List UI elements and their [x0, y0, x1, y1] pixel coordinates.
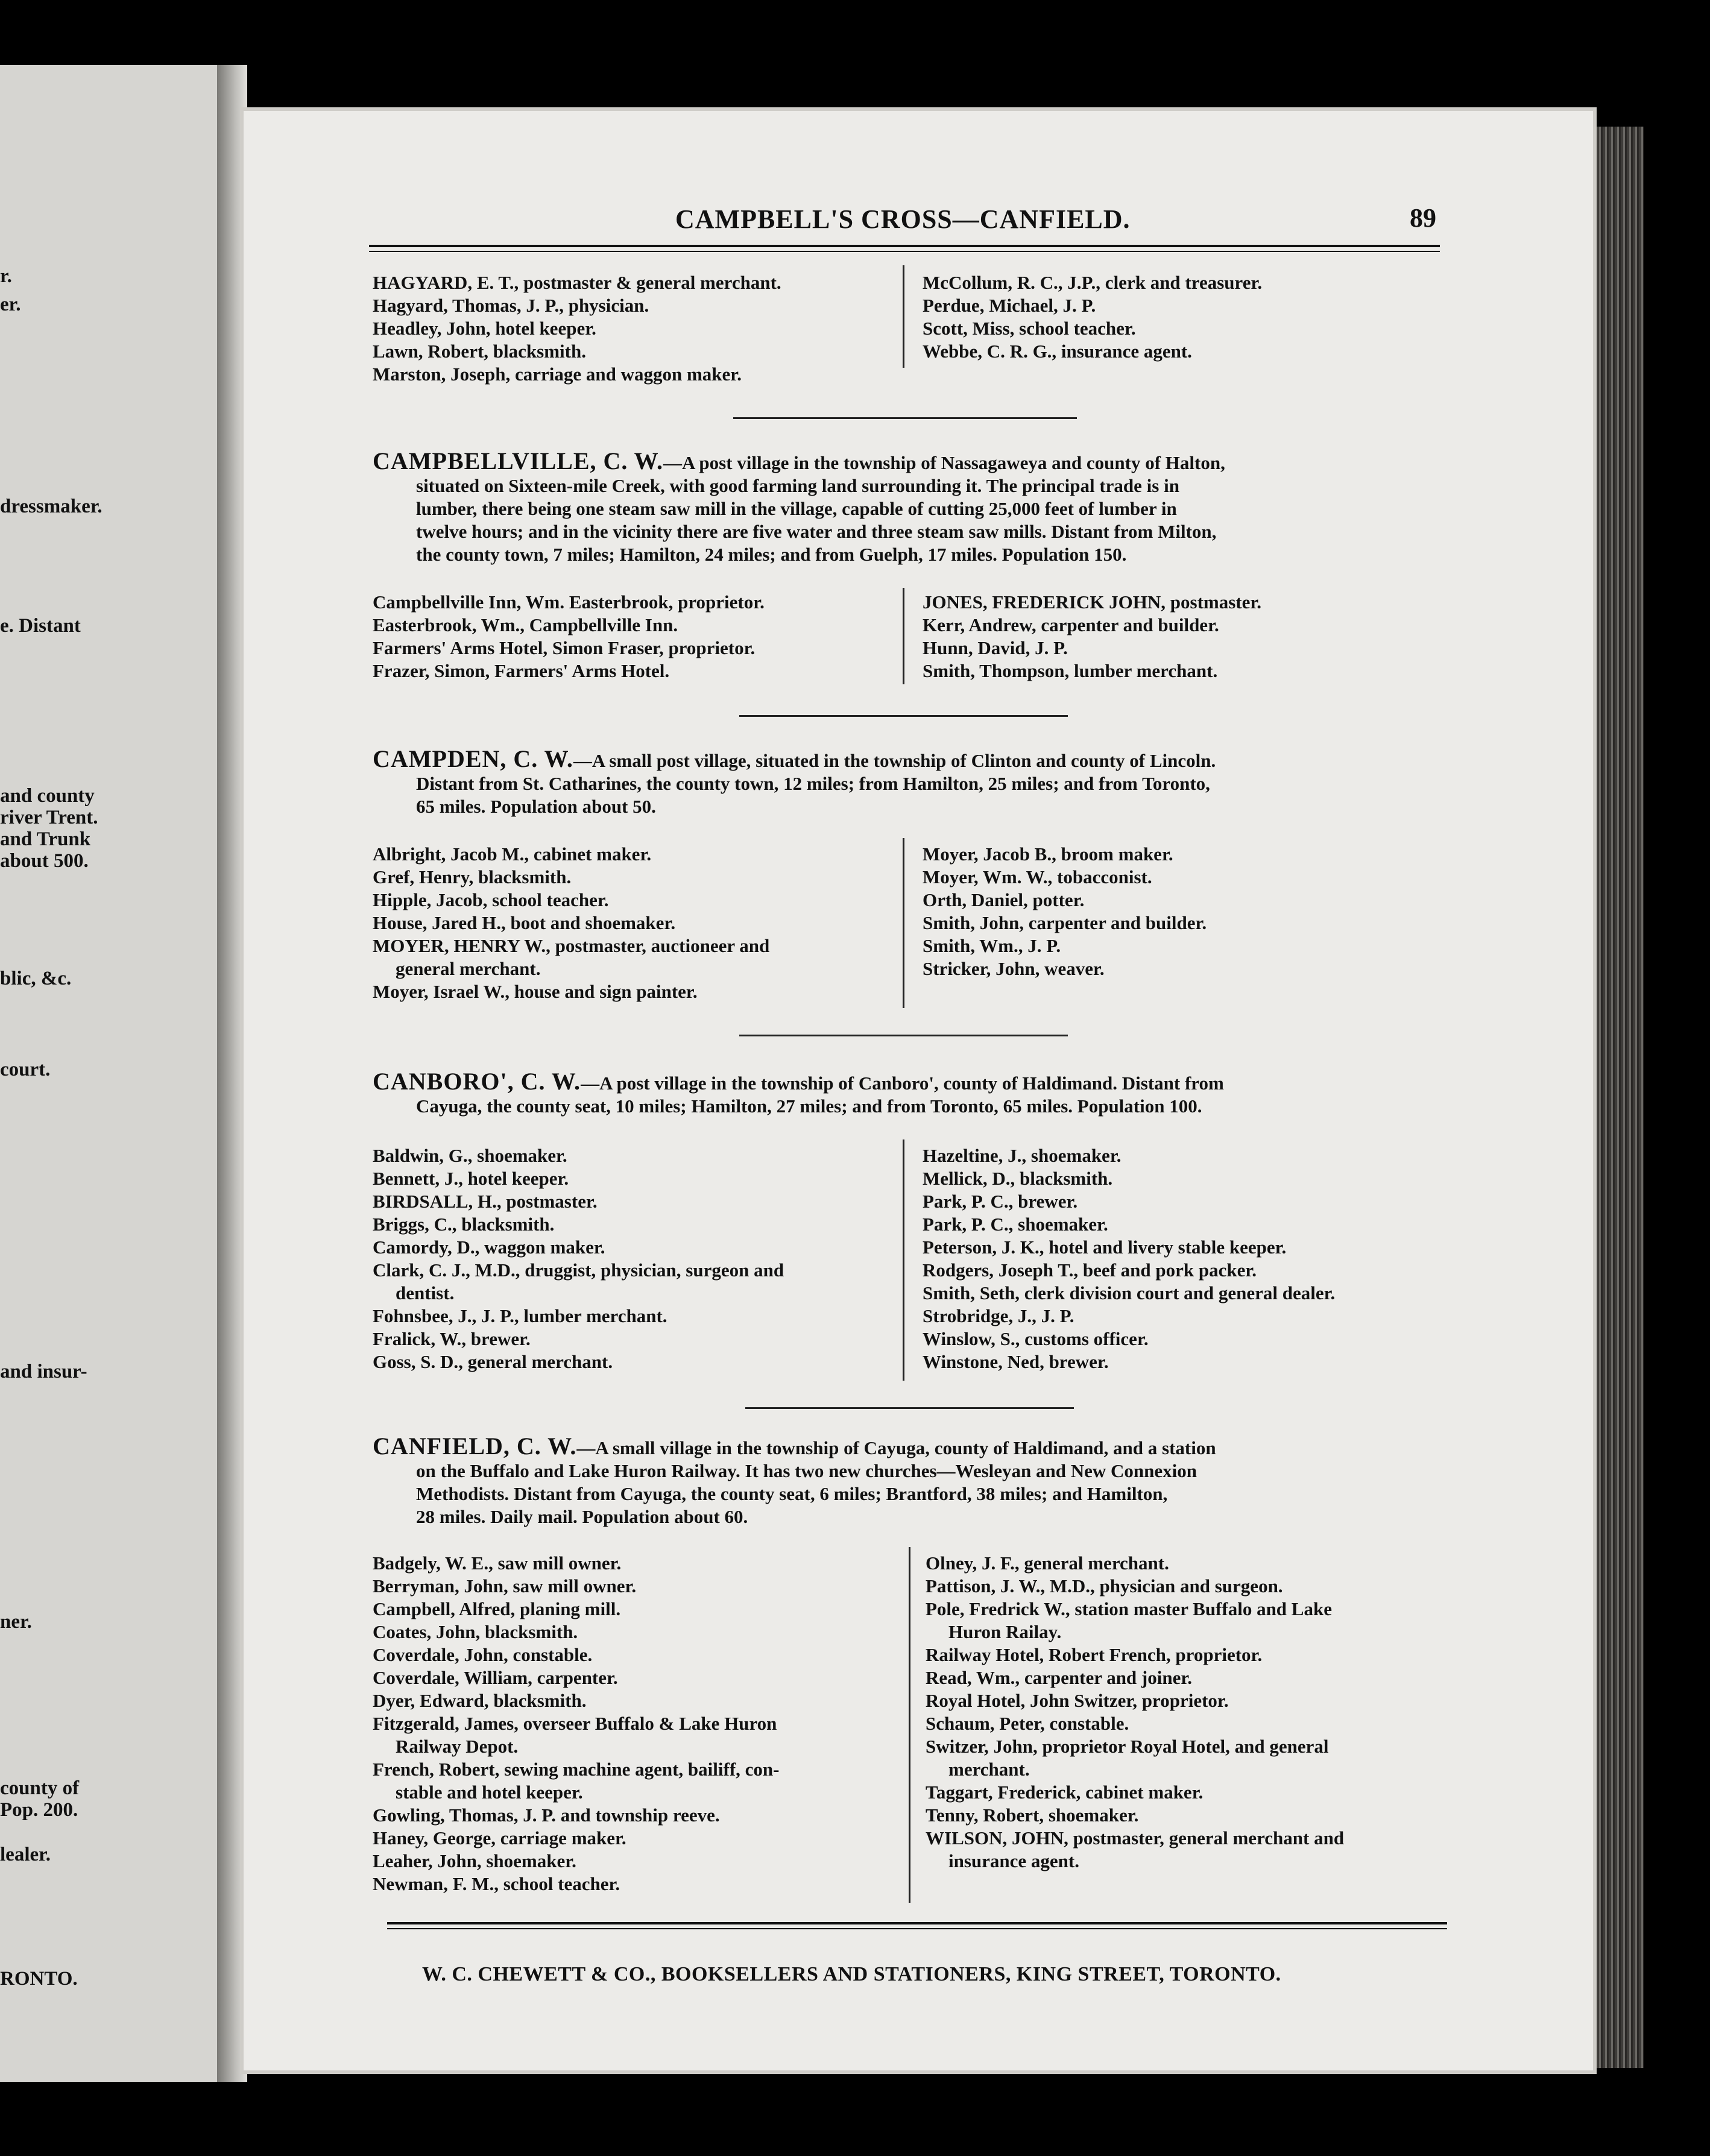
- listing-entry: Tenny, Robert, shoemaker.: [926, 1805, 1139, 1826]
- listing-entry-continuation: dentist.: [396, 1282, 455, 1303]
- listing-entry: Marston, Joseph, carriage and waggon maker.: [373, 364, 742, 385]
- description-line: —A small village in the township of Cayuga, county of Haldimand, and a station: [576, 1437, 1216, 1458]
- section-separator: [739, 1035, 1068, 1036]
- listing-entry: Smith, Thompson, lumber merchant.: [923, 660, 1218, 681]
- column-divider: [903, 588, 904, 684]
- listing-entry: Railway Hotel, Robert French, proprietor.: [926, 1644, 1263, 1665]
- listing-entry: WILSON, JOHN, postmaster, general merchant and: [926, 1827, 1345, 1849]
- listing-entry: Headley, John, hotel keeper.: [373, 318, 596, 339]
- facing-page-fragment: county of: [0, 1777, 80, 1799]
- place-heading: CAMPBELLVILLE, C. W.: [373, 447, 663, 474]
- place-heading: CANFIELD, C. W.: [373, 1433, 577, 1460]
- listing-entry: Stricker, John, weaver.: [923, 958, 1105, 979]
- canfield-listings-left: [373, 1552, 779, 1896]
- listing-entry: French, Robert, sewing machine agent, bailiff, con-: [373, 1759, 780, 1780]
- listing-entry: Royal Hotel, John Switzer, proprietor.: [926, 1690, 1229, 1711]
- listing-entry: Newman, F. M., school teacher.: [373, 1873, 620, 1894]
- listing-entry-continuation: Railway Depot.: [396, 1736, 519, 1757]
- description-line: 28 miles. Daily mail. Population about 60.: [416, 1506, 748, 1527]
- listing-entry: Clark, C. J., M.D., druggist, physician, surgeon and: [373, 1259, 784, 1281]
- facing-page-fragment: and insur-: [0, 1361, 87, 1382]
- listing-entry: Pole, Fredrick W., station master Buffalo and Lake: [926, 1598, 1332, 1619]
- description-line: situated on Sixteen-mile Creek, with good farming land surrounding it. The principal trade is in: [416, 475, 1179, 496]
- listing-entry: HAGYARD, E. T., postmaster & general merchant.: [373, 272, 781, 293]
- listing-entry: Gref, Henry, blacksmith.: [373, 866, 572, 887]
- listing-entry: Kerr, Andrew, carpenter and builder.: [923, 614, 1219, 635]
- listing-entry: BIRDSALL, H., postmaster.: [373, 1191, 598, 1212]
- listing-entry: Fohnsbee, J., J. P., lumber merchant.: [373, 1305, 667, 1326]
- column-divider: [903, 265, 904, 368]
- description-line: Distant from St. Catharines, the county town, 12 miles; from Hamilton, 25 miles; and from Toronto,: [416, 773, 1210, 794]
- facing-page-fragment: river Trent.: [0, 807, 98, 828]
- facing-page-fragment: and county: [0, 785, 95, 807]
- listing-entry: Park, P. C., shoemaker.: [923, 1214, 1108, 1235]
- listing-entry-continuation: stable and hotel keeper.: [396, 1782, 583, 1803]
- header-rule: [369, 245, 1440, 247]
- canfield-listings-right: [926, 1552, 1344, 1873]
- column-divider: [909, 1547, 910, 1903]
- campden-listings-right: [923, 843, 1207, 980]
- footer-rule: [387, 1922, 1447, 1924]
- campbellville-listings-right: [923, 591, 1261, 682]
- facing-page-fragment: ner.: [0, 1611, 32, 1633]
- campden-listings-left: [373, 843, 769, 1003]
- section-campden-description: [373, 745, 1452, 818]
- listing-entry: Albright, Jacob M., cabinet maker.: [373, 843, 652, 865]
- listing-entry: Schaum, Peter, constable.: [926, 1713, 1129, 1734]
- listing-entry: Hagyard, Thomas, J. P., physician.: [373, 295, 649, 316]
- listing-entry: Olney, J. F., general merchant.: [926, 1552, 1169, 1574]
- listing-entry: Strobridge, J., J. P.: [923, 1305, 1074, 1326]
- listing-entry: Switzer, John, proprietor Royal Hotel, and general: [926, 1736, 1329, 1757]
- description-line: Cayuga, the county seat, 10 miles; Hamilton, 27 miles; and from Toronto, 65 miles. Population 100.: [416, 1095, 1202, 1117]
- listing-entry: McCollum, R. C., J.P., clerk and treasurer.: [923, 272, 1263, 293]
- listing-entry: Fitzgerald, James, overseer Buffalo & Lake Huron: [373, 1713, 777, 1734]
- facing-page-fragment: lealer.: [0, 1844, 51, 1865]
- listing-entry: Bennett, J., hotel keeper.: [373, 1168, 569, 1189]
- listing-entry: Hipple, Jacob, school teacher.: [373, 889, 609, 910]
- listing-entry: Winstone, Ned, brewer.: [923, 1351, 1109, 1372]
- facing-page-fragment: r.: [0, 265, 12, 287]
- listing-entry: Berryman, John, saw mill owner.: [373, 1575, 637, 1597]
- listing-entry: Farmers' Arms Hotel, Simon Fraser, proprietor.: [373, 637, 756, 658]
- section-separator: [745, 1407, 1074, 1409]
- listing-entry: Mellick, D., blacksmith.: [923, 1168, 1113, 1189]
- description-line: lumber, there being one steam saw mill in the village, capable of cutting 25,000 feet of lumber in: [416, 498, 1177, 519]
- listing-entry: Moyer, Wm. W., tobacconist.: [923, 866, 1152, 887]
- listing-entry: Smith, Wm., J. P.: [923, 935, 1061, 956]
- listing-entry: Rodgers, Joseph T., beef and pork packer.: [923, 1259, 1257, 1281]
- listing-entry: House, Jared H., boot and shoemaker.: [373, 912, 676, 933]
- listing-entry: Hazeltine, J., shoemaker.: [923, 1145, 1122, 1166]
- section-canboro-description: [373, 1070, 1452, 1118]
- listing-entry: Pattison, J. W., M.D., physician and surgeon.: [926, 1575, 1283, 1597]
- listing-entry: Hunn, David, J. P.: [923, 637, 1068, 658]
- campbellville-listings-left: [373, 591, 765, 682]
- listing-entry: MOYER, HENRY W., postmaster, auctioneer and: [373, 935, 770, 956]
- facing-page-fragment: dressmaker.: [0, 496, 103, 517]
- facing-page-fragment: blic, &c.: [0, 968, 72, 989]
- listing-entry: Goss, S. D., general merchant.: [373, 1351, 613, 1372]
- page-edges: [1597, 127, 1644, 2068]
- description-line: —A post village in the township of Nassagaweya and county of Halton,: [663, 452, 1225, 473]
- place-heading: CANBORO', C. W.: [373, 1068, 581, 1095]
- listing-entry: Campbellville Inn, Wm. Easterbrook, proprietor.: [373, 591, 765, 613]
- listing-entry: Orth, Daniel, potter.: [923, 889, 1085, 910]
- listing-entry: Moyer, Jacob B., broom maker.: [923, 843, 1173, 865]
- description-line: Methodists. Distant from Cayuga, the county seat, 6 miles; Brantford, 38 miles; and Hamilton,: [416, 1483, 1168, 1504]
- listing-entry: Lawn, Robert, blacksmith.: [373, 341, 586, 362]
- description-line: twelve hours; and in the vicinity there are five water and three steam saw mills. Distant from Milton,: [416, 521, 1217, 542]
- section-canfield-description: [373, 1435, 1452, 1528]
- column-divider: [903, 1139, 904, 1381]
- top-block-left: [373, 271, 781, 386]
- listing-entry: Badgely, W. E., saw mill owner.: [373, 1552, 622, 1574]
- listing-entry: Peterson, J. K., hotel and livery stable keeper.: [923, 1237, 1287, 1258]
- listing-entry: Leaher, John, shoemaker.: [373, 1850, 576, 1871]
- listing-entry: Park, P. C., brewer.: [923, 1191, 1078, 1212]
- facing-page-fragment: RONTO.: [0, 1968, 78, 1990]
- facing-page-fragment: and Trunk: [0, 828, 91, 850]
- canboro-listings-left: [373, 1144, 784, 1373]
- description-line: the county town, 7 miles; Hamilton, 24 miles; and from Guelph, 17 miles. Population 150.: [416, 544, 1127, 565]
- listing-entry: Winslow, S., customs officer.: [923, 1328, 1149, 1349]
- page-number: 89: [1410, 203, 1436, 233]
- listing-entry: Briggs, C., blacksmith.: [373, 1214, 555, 1235]
- section-separator: [733, 417, 1077, 419]
- listing-entry: Moyer, Israel W., house and sign painter.: [373, 981, 698, 1002]
- listing-entry: Haney, George, carriage maker.: [373, 1827, 626, 1849]
- listing-entry: Coverdale, John, constable.: [373, 1644, 593, 1665]
- listing-entry: Campbell, Alfred, planing mill.: [373, 1598, 621, 1619]
- listing-entry-continuation: general merchant.: [396, 958, 541, 979]
- listing-entry: Baldwin, G., shoemaker.: [373, 1145, 567, 1166]
- canboro-listings-right: [923, 1144, 1335, 1373]
- description-line: on the Buffalo and Lake Huron Railway. It has two new churches—Wesleyan and New Connexion: [416, 1460, 1197, 1481]
- description-line: —A post village in the township of Canboro', county of Haldimand. Distant from: [581, 1073, 1224, 1094]
- listing-entry-continuation: Huron Railay.: [948, 1621, 1062, 1642]
- listing-entry: Webbe, C. R. G., insurance agent.: [923, 341, 1192, 362]
- running-title: CAMPBELL'S CROSS—CANFIELD.: [675, 204, 1131, 234]
- listing-entry: Taggart, Frederick, cabinet maker.: [926, 1782, 1204, 1803]
- column-divider: [903, 838, 904, 1008]
- listing-entry: Smith, John, carpenter and builder.: [923, 912, 1207, 933]
- listing-entry: Camordy, D., waggon maker.: [373, 1237, 605, 1258]
- listing-entry: Coverdale, William, carpenter.: [373, 1667, 618, 1688]
- listing-entry: Smith, Seth, clerk division court and general dealer.: [923, 1282, 1336, 1303]
- header-rule-thin: [369, 251, 1440, 252]
- facing-page-fragment: about 500.: [0, 850, 89, 872]
- listing-entry: Dyer, Edward, blacksmith.: [373, 1690, 587, 1711]
- place-heading: CAMPDEN, C. W.: [373, 745, 573, 772]
- facing-page-fragment: er.: [0, 294, 21, 315]
- section-separator: [739, 715, 1068, 717]
- facing-page-fragment: court.: [0, 1059, 51, 1080]
- section-campbellville-description: [373, 447, 1452, 566]
- listing-entry: Read, Wm., carpenter and joiner.: [926, 1667, 1193, 1688]
- listing-entry: JONES, FREDERICK JOHN, postmaster.: [923, 591, 1262, 613]
- description-line: —A small post village, situated in the township of Clinton and county of Lincoln.: [573, 750, 1216, 771]
- listing-entry-continuation: insurance agent.: [948, 1850, 1079, 1871]
- listing-entry: Gowling, Thomas, J. P. and township reeve.: [373, 1805, 720, 1826]
- top-block-right: [923, 271, 1262, 363]
- listing-entry: Fralick, W., brewer.: [373, 1328, 531, 1349]
- listing-entry: Perdue, Michael, J. P.: [923, 295, 1096, 316]
- listing-entry-continuation: merchant.: [948, 1759, 1030, 1780]
- footer-rule-thin: [387, 1928, 1447, 1929]
- listing-entry: Scott, Miss, school teacher.: [923, 318, 1136, 339]
- listing-entry: Frazer, Simon, Farmers' Arms Hotel.: [373, 660, 670, 681]
- listing-entry: Coates, John, blacksmith.: [373, 1621, 578, 1642]
- publisher-footer: W. C. CHEWETT & CO., BOOKSELLERS AND STATIONERS, KING STREET, TORONTO.: [422, 1963, 1281, 1985]
- description-line: 65 miles. Population about 50.: [416, 796, 656, 817]
- facing-page-fragment: e. Distant: [0, 615, 81, 637]
- listing-entry: Easterbrook, Wm., Campbellville Inn.: [373, 614, 678, 635]
- facing-page-fragment: Pop. 200.: [0, 1799, 78, 1821]
